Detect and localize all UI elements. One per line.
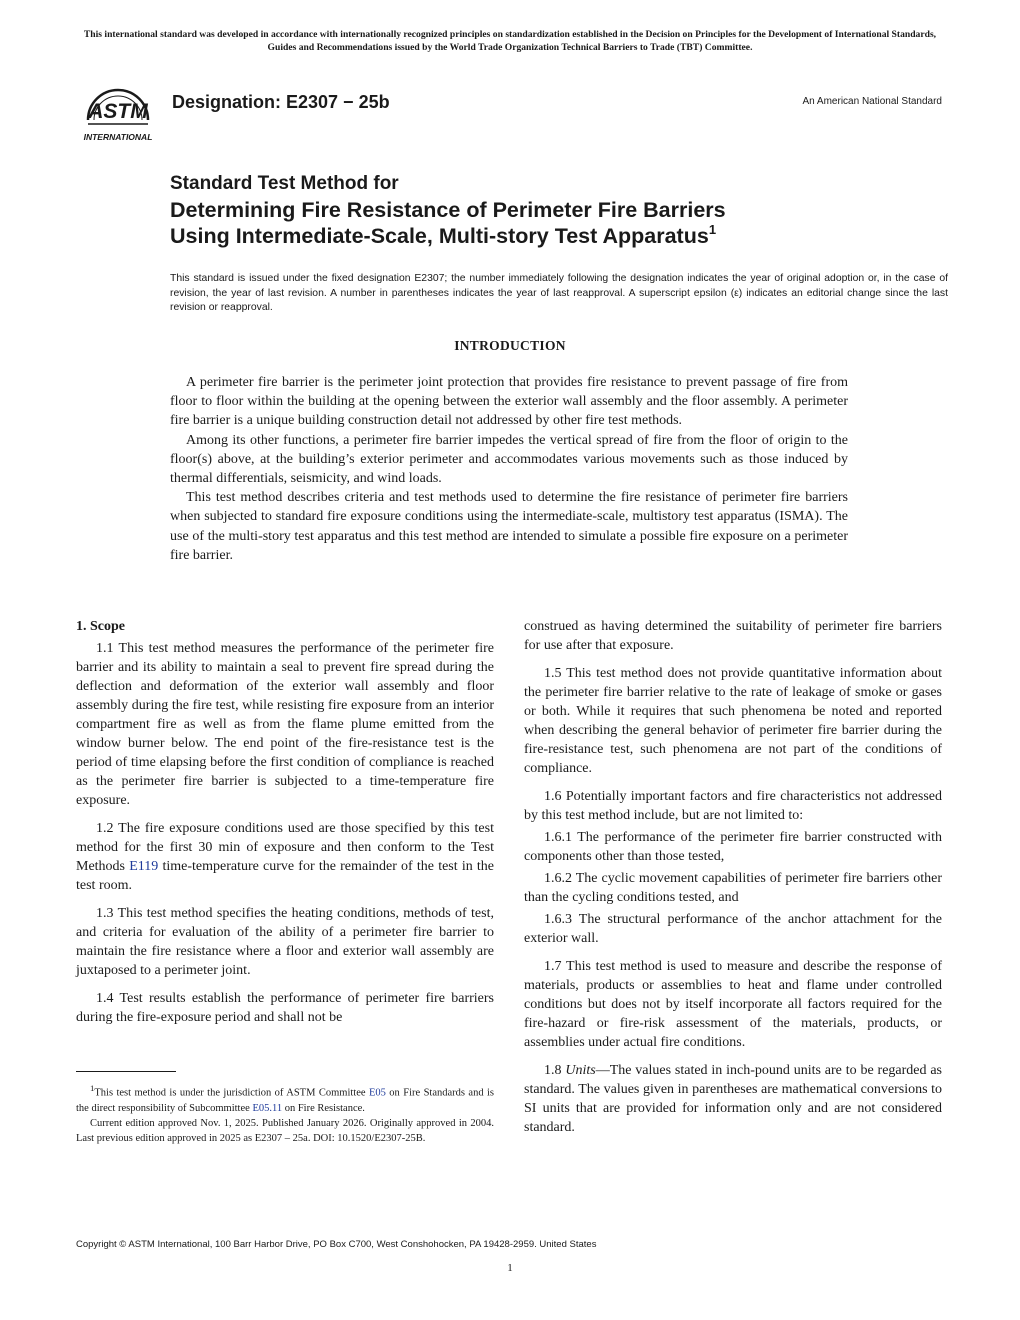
title-line-3	[170, 224, 716, 249]
section-1-4-continued: construed as having determined the suitability of perimeter fire barriers for use after that exposure.	[524, 619, 942, 653]
footnote-text: on Fire Resistance.	[282, 1102, 365, 1114]
introduction-heading: INTRODUCTION	[454, 338, 566, 353]
e05-link[interactable]: E05	[368, 1087, 386, 1099]
e05-11-link[interactable]: E05.11	[252, 1102, 283, 1114]
section-1-8-text: —The values stated in inch-pound units are to be regarded as standard. The values given in parentheses are mathematical conversions to SI units that are provided for information only and are not considered standard.	[524, 1063, 943, 1135]
footnote-divider	[76, 1071, 176, 1072]
title-line-2: Determining Fire Resistance of Perimeter Fire Barriers	[170, 198, 726, 222]
footnote-mark: 1	[90, 1083, 95, 1093]
section-1-6: 1.6 Potentially important factors and fire characteristics not addressed by this test method include, but are not limited to:	[524, 789, 942, 823]
units-label: Units	[565, 1063, 596, 1078]
footnote-1	[76, 1081, 494, 1116]
section-1-6-3: 1.6.3 The structural performance of the anchor attachment for the exterior wall.	[524, 912, 942, 946]
intro-paragraph: A perimeter fire barrier is the perimeter joint protection that provides fire resistance to prevent passage of fire from floor to floor within the building at the opening between the exterior wall assembly and the floor assembly. A perimeter fire barrier is a unique building construction detail not addressed by other fire test methods.	[170, 375, 848, 429]
intro-paragraph: This test method describes criteria and test methods used to determine the fire resistance of perimeter fire barriers when subjected to standard fire exposure conditions using the intermediate-scale, multistory test apparatus (ISMA). The use of the multi-story test apparatus and this test method are intended to simulate a possible fire exposure on a perimeter fire barrier.	[170, 490, 848, 563]
introduction-body	[170, 373, 848, 565]
section-1-3: 1.3 This test method specifies the heating conditions, methods of test, and criteria for evaluation of the ability of a perimeter fire barrier to maintain the fire resistance where a floor and exterior wall assembly are juxtaposed to a perimeter joint.	[76, 906, 494, 978]
page-number: 1	[507, 1262, 513, 1274]
intro-paragraph: Among its other functions, a perimeter fire barrier impedes the vertical spread of fire from the floor of origin to the floor(s) above, at the building’s exterior perimeter and accommodates various movements such as those induced by thermal differentials, seismicity, and wind loads.	[170, 432, 848, 487]
right-column	[524, 617, 942, 1146]
section-1-2-text-end: time-temperature curve for the remainder of the test in the test room.	[76, 859, 495, 893]
footnotes	[76, 1081, 494, 1146]
section-1-8-number: 1.8	[544, 1063, 566, 1078]
section-1-6-2: 1.6.2 The cyclic movement capabilities of perimeter fire barriers other than the cycling conditions tested, and	[524, 871, 942, 905]
designation: Designation: E2307 − 25b	[172, 92, 390, 112]
e119-link[interactable]: E119	[129, 859, 159, 874]
title-line-3-text: Using Intermediate-Scale, Multi-story Test Apparatus	[170, 224, 709, 248]
left-column	[76, 617, 494, 1036]
section-1-2-text: 1.2 The fire exposure conditions used are those specified by this test method for the first 30 min of exposure and then conform to the Test Methods	[76, 821, 494, 874]
section-1-2	[76, 819, 494, 895]
footnote-text: on Fire Standards and is the direct responsibility of Subcommittee	[76, 1087, 494, 1114]
issued-note: This standard is issued under the fixed designation E2307; the number immediately following the designation indicates the year of original adoption or, in the case of revision, the year of last revision. A number in parentheses indicates the year of last reapproval. A superscript epsilon (ε) indicates an editorial change since the last revision or reapproval.	[170, 273, 948, 314]
section-1-8	[524, 1061, 942, 1137]
title-line-1: Standard Test Method for	[170, 173, 399, 194]
wto-notice: This international standard was developed in accordance with internationally recognized principles on standardization established in the Decision on Principles for the Development of International Standards, Guides and Recommendations issued by the World Trade Organization Technical Barriers to Trade (TBT) Committee.	[83, 29, 937, 53]
title-footnote-mark: 1	[708, 222, 717, 237]
section-1-6-1: 1.6.1 The performance of the perimeter fire barrier constructed with components other than those tested,	[524, 830, 942, 864]
section-1-5: 1.5 This test method does not provide quantitative information about the perimeter fire barrier relative to the rate of leakage of smoke or gases or both. While it requires that such phenomena be noted and reported when describing the general behavior of perimeter fire barrier during the fire-resistance test, such phenomena are not part of the conditions of compliance.	[524, 666, 942, 776]
astm-logo	[74, 80, 164, 144]
astm-logo-mark	[74, 80, 164, 144]
footnote-text: This test method is under the jurisdiction of ASTM Committee	[94, 1087, 369, 1099]
section-1-4: 1.4 Test results establish the performance of perimeter fire barriers during the fire-exposure period and shall not be	[76, 991, 494, 1025]
american-national-standard-label: An American National Standard	[802, 96, 942, 107]
section-1-1: 1.1 This test method measures the performance of the perimeter fire barrier and its ability to maintain a seal to prevent fire spread during the deflection and deformation of the exterior wall assembly and floor assembly during the fire test, while resisting fire exposure from an interior compartment fire as well as from the flame plume emitted from the window burner below. The end point of the fire-resistance test is the period of time elapsing before the first condition of compliance is reached as the perimeter fire barrier is subjected to a time-temperature fire exposure.	[76, 641, 494, 808]
edition-note: Current edition approved Nov. 1, 2025. Published January 2026. Originally approved in 2004. Last previous edition approved in 2025 as E2307 – 25a. DOI: 10.1520/E2307-25B.	[76, 1117, 494, 1144]
scope-heading: 1. Scope	[76, 619, 125, 634]
logo-letters: ASTM	[88, 100, 148, 123]
copyright-line: Copyright © ASTM International, 100 Barr Harbor Drive, PO Box C700, West Conshohocken, PA 19428-2959. United States	[76, 1239, 597, 1250]
logo-subtitle: INTERNATIONAL	[83, 132, 153, 142]
section-1-7: 1.7 This test method is used to measure and describe the response of materials, products or assemblies to heat and flame under controlled conditions but does not by itself incorporate all factors required for the fire-hazard or fire-risk assessment of the materials, products, or assemblies under actual fire conditions.	[524, 959, 942, 1050]
